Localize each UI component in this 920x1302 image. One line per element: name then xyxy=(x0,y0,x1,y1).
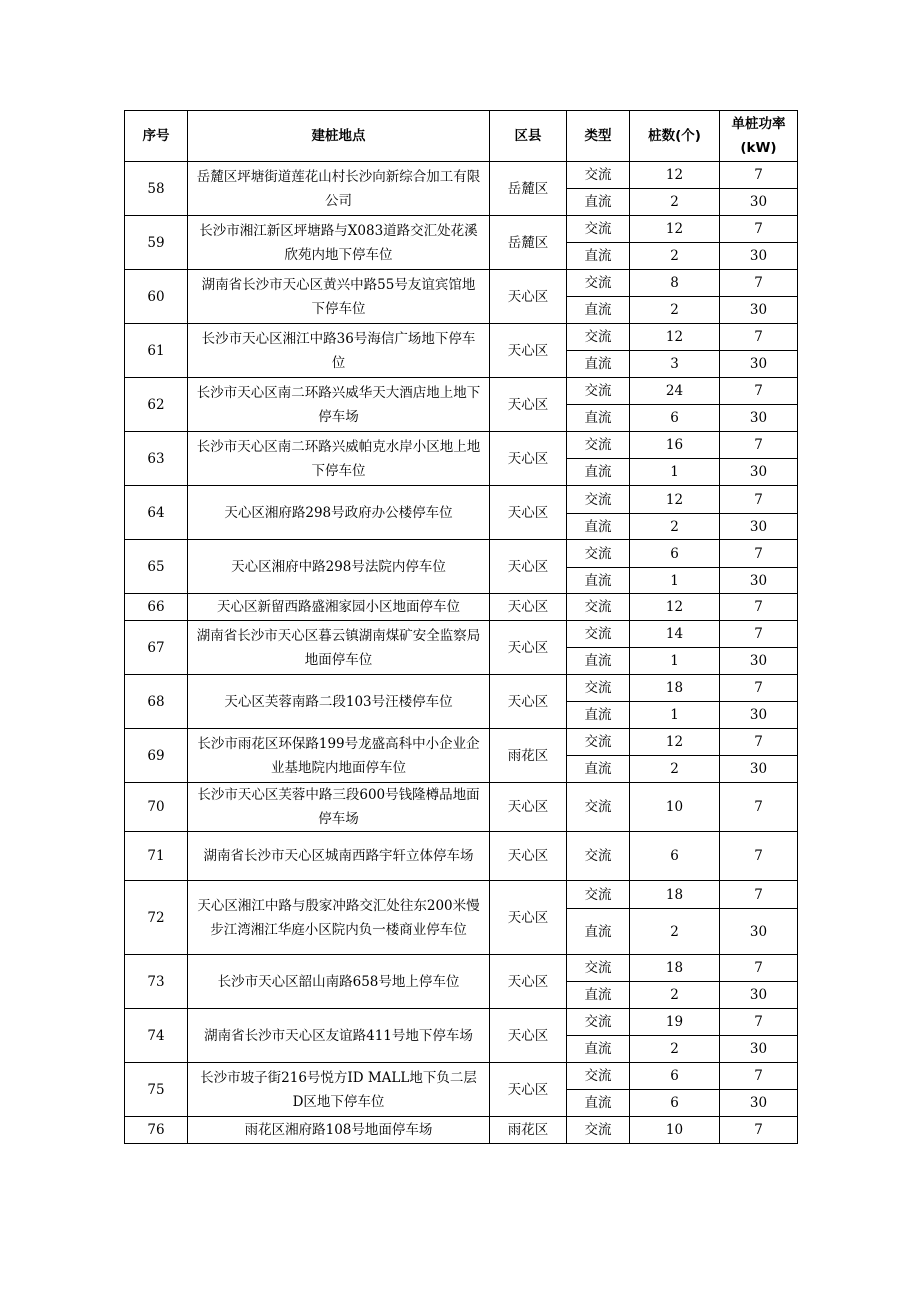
row-location: 长沙市坡子街216号悦方ID MALL地下负二层D区地下停车位 xyxy=(188,1063,490,1117)
row-seq: 58 xyxy=(125,162,188,216)
row-district: 天心区 xyxy=(490,621,567,675)
row-type: 交流 xyxy=(567,621,630,648)
row-location: 长沙市天心区南二环路兴威华天大酒店地上地下停车场 xyxy=(188,378,490,432)
row-count: 2 xyxy=(630,514,720,540)
row-type: 直流 xyxy=(567,568,630,594)
row-seq: 67 xyxy=(125,621,188,675)
row-district: 天心区 xyxy=(490,324,567,378)
row-count: 6 xyxy=(630,405,720,432)
row-count: 2 xyxy=(630,982,720,1009)
row-seq: 59 xyxy=(125,216,188,270)
row-seq: 71 xyxy=(125,832,188,881)
row-location: 天心区湘府中路298号法院内停车位 xyxy=(188,540,490,594)
header-seq: 序号 xyxy=(125,111,188,162)
row-location: 天心区新留西路盛湘家园小区地面停车位 xyxy=(188,594,490,621)
row-location: 天心区湘江中路与殷家冲路交汇处往东200米慢步江湾湘江华庭小区院内负一楼商业停车位 xyxy=(188,881,490,955)
row-district: 雨花区 xyxy=(490,729,567,783)
table-row xyxy=(125,270,798,297)
row-count: 12 xyxy=(630,216,720,243)
row-count: 18 xyxy=(630,955,720,982)
row-district: 雨花区 xyxy=(490,1117,567,1144)
row-count: 2 xyxy=(630,1036,720,1063)
row-count: 6 xyxy=(630,1063,720,1090)
table-body xyxy=(125,162,798,1144)
row-seq: 61 xyxy=(125,324,188,378)
row-count: 2 xyxy=(630,297,720,324)
row-count: 2 xyxy=(630,756,720,783)
row-count: 18 xyxy=(630,881,720,909)
row-type: 直流 xyxy=(567,702,630,729)
row-seq: 72 xyxy=(125,881,188,955)
row-count: 12 xyxy=(630,324,720,351)
table-row xyxy=(125,216,798,243)
row-count: 2 xyxy=(630,189,720,216)
row-power: 30 xyxy=(720,1036,798,1063)
row-power: 7 xyxy=(720,1063,798,1090)
row-district: 天心区 xyxy=(490,783,567,832)
row-seq: 63 xyxy=(125,432,188,486)
row-type: 交流 xyxy=(567,216,630,243)
row-type: 交流 xyxy=(567,783,630,832)
row-power: 30 xyxy=(720,702,798,729)
row-type: 交流 xyxy=(567,162,630,189)
row-count: 19 xyxy=(630,1009,720,1036)
table-row xyxy=(125,594,798,621)
row-type: 直流 xyxy=(567,351,630,378)
row-type: 直流 xyxy=(567,1090,630,1117)
table-row xyxy=(125,378,798,405)
header-count: 桩数(个) xyxy=(630,111,720,162)
header-type: 类型 xyxy=(567,111,630,162)
row-power: 7 xyxy=(720,729,798,756)
row-location: 湖南省长沙市天心区黄兴中路55号友谊宾馆地下停车位 xyxy=(188,270,490,324)
header-location: 建桩地点 xyxy=(188,111,490,162)
row-district: 岳麓区 xyxy=(490,162,567,216)
row-power: 30 xyxy=(720,459,798,486)
row-type: 直流 xyxy=(567,909,630,955)
row-count: 6 xyxy=(630,832,720,881)
row-district: 天心区 xyxy=(490,540,567,594)
row-location: 长沙市天心区韶山南路658号地上停车位 xyxy=(188,955,490,1009)
row-location: 湖南省长沙市天心区友谊路411号地下停车场 xyxy=(188,1009,490,1063)
row-type: 交流 xyxy=(567,955,630,982)
row-type: 交流 xyxy=(567,729,630,756)
row-type: 直流 xyxy=(567,405,630,432)
row-type: 直流 xyxy=(567,648,630,675)
row-power: 30 xyxy=(720,1090,798,1117)
row-count: 24 xyxy=(630,378,720,405)
row-count: 12 xyxy=(630,729,720,756)
row-power: 30 xyxy=(720,756,798,783)
row-type: 直流 xyxy=(567,189,630,216)
row-type: 直流 xyxy=(567,982,630,1009)
row-seq: 64 xyxy=(125,486,188,540)
table-row xyxy=(125,955,798,982)
row-seq: 66 xyxy=(125,594,188,621)
row-district: 天心区 xyxy=(490,486,567,540)
row-power: 30 xyxy=(720,568,798,594)
row-district: 天心区 xyxy=(490,378,567,432)
row-power: 7 xyxy=(720,832,798,881)
row-count: 8 xyxy=(630,270,720,297)
row-count: 1 xyxy=(630,568,720,594)
row-location: 长沙市天心区芙蓉中路三段600号钱隆樽品地面停车场 xyxy=(188,783,490,832)
row-district: 天心区 xyxy=(490,832,567,881)
row-power: 7 xyxy=(720,270,798,297)
row-location: 长沙市天心区南二环路兴威帕克水岸小区地上地下停车位 xyxy=(188,432,490,486)
row-district: 天心区 xyxy=(490,432,567,486)
row-count: 14 xyxy=(630,621,720,648)
row-type: 交流 xyxy=(567,540,630,568)
table-row xyxy=(125,540,798,568)
row-district: 天心区 xyxy=(490,1063,567,1117)
row-power: 7 xyxy=(720,621,798,648)
row-type: 直流 xyxy=(567,243,630,270)
row-location: 湖南省长沙市天心区城南西路宇轩立体停车场 xyxy=(188,832,490,881)
row-power: 30 xyxy=(720,909,798,955)
row-power: 7 xyxy=(720,378,798,405)
row-power: 7 xyxy=(720,432,798,459)
table-row xyxy=(125,881,798,909)
row-type: 交流 xyxy=(567,1117,630,1144)
row-district: 天心区 xyxy=(490,270,567,324)
row-type: 直流 xyxy=(567,1036,630,1063)
row-count: 1 xyxy=(630,648,720,675)
table-row xyxy=(125,162,798,189)
row-seq: 60 xyxy=(125,270,188,324)
row-type: 直流 xyxy=(567,297,630,324)
header-row xyxy=(125,111,798,162)
row-power: 7 xyxy=(720,162,798,189)
row-type: 直流 xyxy=(567,459,630,486)
row-power: 30 xyxy=(720,243,798,270)
row-district: 天心区 xyxy=(490,881,567,955)
row-type: 直流 xyxy=(567,514,630,540)
row-location: 长沙市湘江新区坪塘路与X083道路交汇处花溪欣苑内地下停车位 xyxy=(188,216,490,270)
row-count: 12 xyxy=(630,594,720,621)
row-district: 天心区 xyxy=(490,675,567,729)
row-power: 7 xyxy=(720,955,798,982)
row-count: 10 xyxy=(630,783,720,832)
row-count: 2 xyxy=(630,909,720,955)
row-district: 天心区 xyxy=(490,594,567,621)
row-location: 雨花区湘府路108号地面停车场 xyxy=(188,1117,490,1144)
row-count: 10 xyxy=(630,1117,720,1144)
row-count: 18 xyxy=(630,675,720,702)
row-district: 天心区 xyxy=(490,1009,567,1063)
row-power: 30 xyxy=(720,189,798,216)
row-seq: 69 xyxy=(125,729,188,783)
table-row xyxy=(125,486,798,514)
row-location: 湖南省长沙市天心区暮云镇湖南煤矿安全监察局地面停车位 xyxy=(188,621,490,675)
row-district: 岳麓区 xyxy=(490,216,567,270)
table-row xyxy=(125,783,798,832)
table-row xyxy=(125,1063,798,1090)
row-power: 7 xyxy=(720,675,798,702)
row-type: 交流 xyxy=(567,1063,630,1090)
row-power: 30 xyxy=(720,514,798,540)
table-row xyxy=(125,675,798,702)
table-row xyxy=(125,432,798,459)
row-count: 6 xyxy=(630,540,720,568)
row-power: 7 xyxy=(720,783,798,832)
row-seq: 74 xyxy=(125,1009,188,1063)
table-row xyxy=(125,1117,798,1144)
row-count: 3 xyxy=(630,351,720,378)
table-row xyxy=(125,729,798,756)
table-row xyxy=(125,324,798,351)
row-seq: 76 xyxy=(125,1117,188,1144)
row-seq: 68 xyxy=(125,675,188,729)
row-district: 天心区 xyxy=(490,955,567,1009)
row-power: 7 xyxy=(720,881,798,909)
row-power: 30 xyxy=(720,351,798,378)
row-count: 12 xyxy=(630,162,720,189)
row-type: 直流 xyxy=(567,756,630,783)
row-power: 7 xyxy=(720,540,798,568)
row-seq: 65 xyxy=(125,540,188,594)
row-count: 2 xyxy=(630,243,720,270)
row-count: 12 xyxy=(630,486,720,514)
row-type: 交流 xyxy=(567,675,630,702)
row-power: 30 xyxy=(720,297,798,324)
row-seq: 73 xyxy=(125,955,188,1009)
row-type: 交流 xyxy=(567,832,630,881)
row-power: 30 xyxy=(720,648,798,675)
table-row xyxy=(125,832,798,881)
row-power: 7 xyxy=(720,1009,798,1036)
row-power: 7 xyxy=(720,324,798,351)
row-type: 交流 xyxy=(567,594,630,621)
row-type: 交流 xyxy=(567,270,630,297)
header-district: 区县 xyxy=(490,111,567,162)
row-seq: 62 xyxy=(125,378,188,432)
row-power: 7 xyxy=(720,486,798,514)
header-power: 单桩功率(kW) xyxy=(720,111,798,162)
row-type: 交流 xyxy=(567,324,630,351)
row-type: 交流 xyxy=(567,486,630,514)
charging-pile-table xyxy=(124,110,798,1144)
row-seq: 75 xyxy=(125,1063,188,1117)
row-type: 交流 xyxy=(567,881,630,909)
row-type: 交流 xyxy=(567,432,630,459)
row-count: 1 xyxy=(630,459,720,486)
row-type: 交流 xyxy=(567,378,630,405)
row-power: 30 xyxy=(720,405,798,432)
row-power: 7 xyxy=(720,1117,798,1144)
row-seq: 70 xyxy=(125,783,188,832)
row-location: 岳麓区坪塘街道莲花山村长沙向新综合加工有限公司 xyxy=(188,162,490,216)
row-location: 长沙市雨花区环保路199号龙盛高科中小企业企业基地院内地面停车位 xyxy=(188,729,490,783)
row-count: 6 xyxy=(630,1090,720,1117)
table-row xyxy=(125,1009,798,1036)
row-location: 天心区湘府路298号政府办公楼停车位 xyxy=(188,486,490,540)
row-count: 1 xyxy=(630,702,720,729)
row-type: 交流 xyxy=(567,1009,630,1036)
row-count: 16 xyxy=(630,432,720,459)
row-location: 长沙市天心区湘江中路36号海信广场地下停车位 xyxy=(188,324,490,378)
row-location: 天心区芙蓉南路二段103号汪楼停车位 xyxy=(188,675,490,729)
row-power: 7 xyxy=(720,216,798,243)
table-row xyxy=(125,621,798,648)
row-power: 30 xyxy=(720,982,798,1009)
row-power: 7 xyxy=(720,594,798,621)
